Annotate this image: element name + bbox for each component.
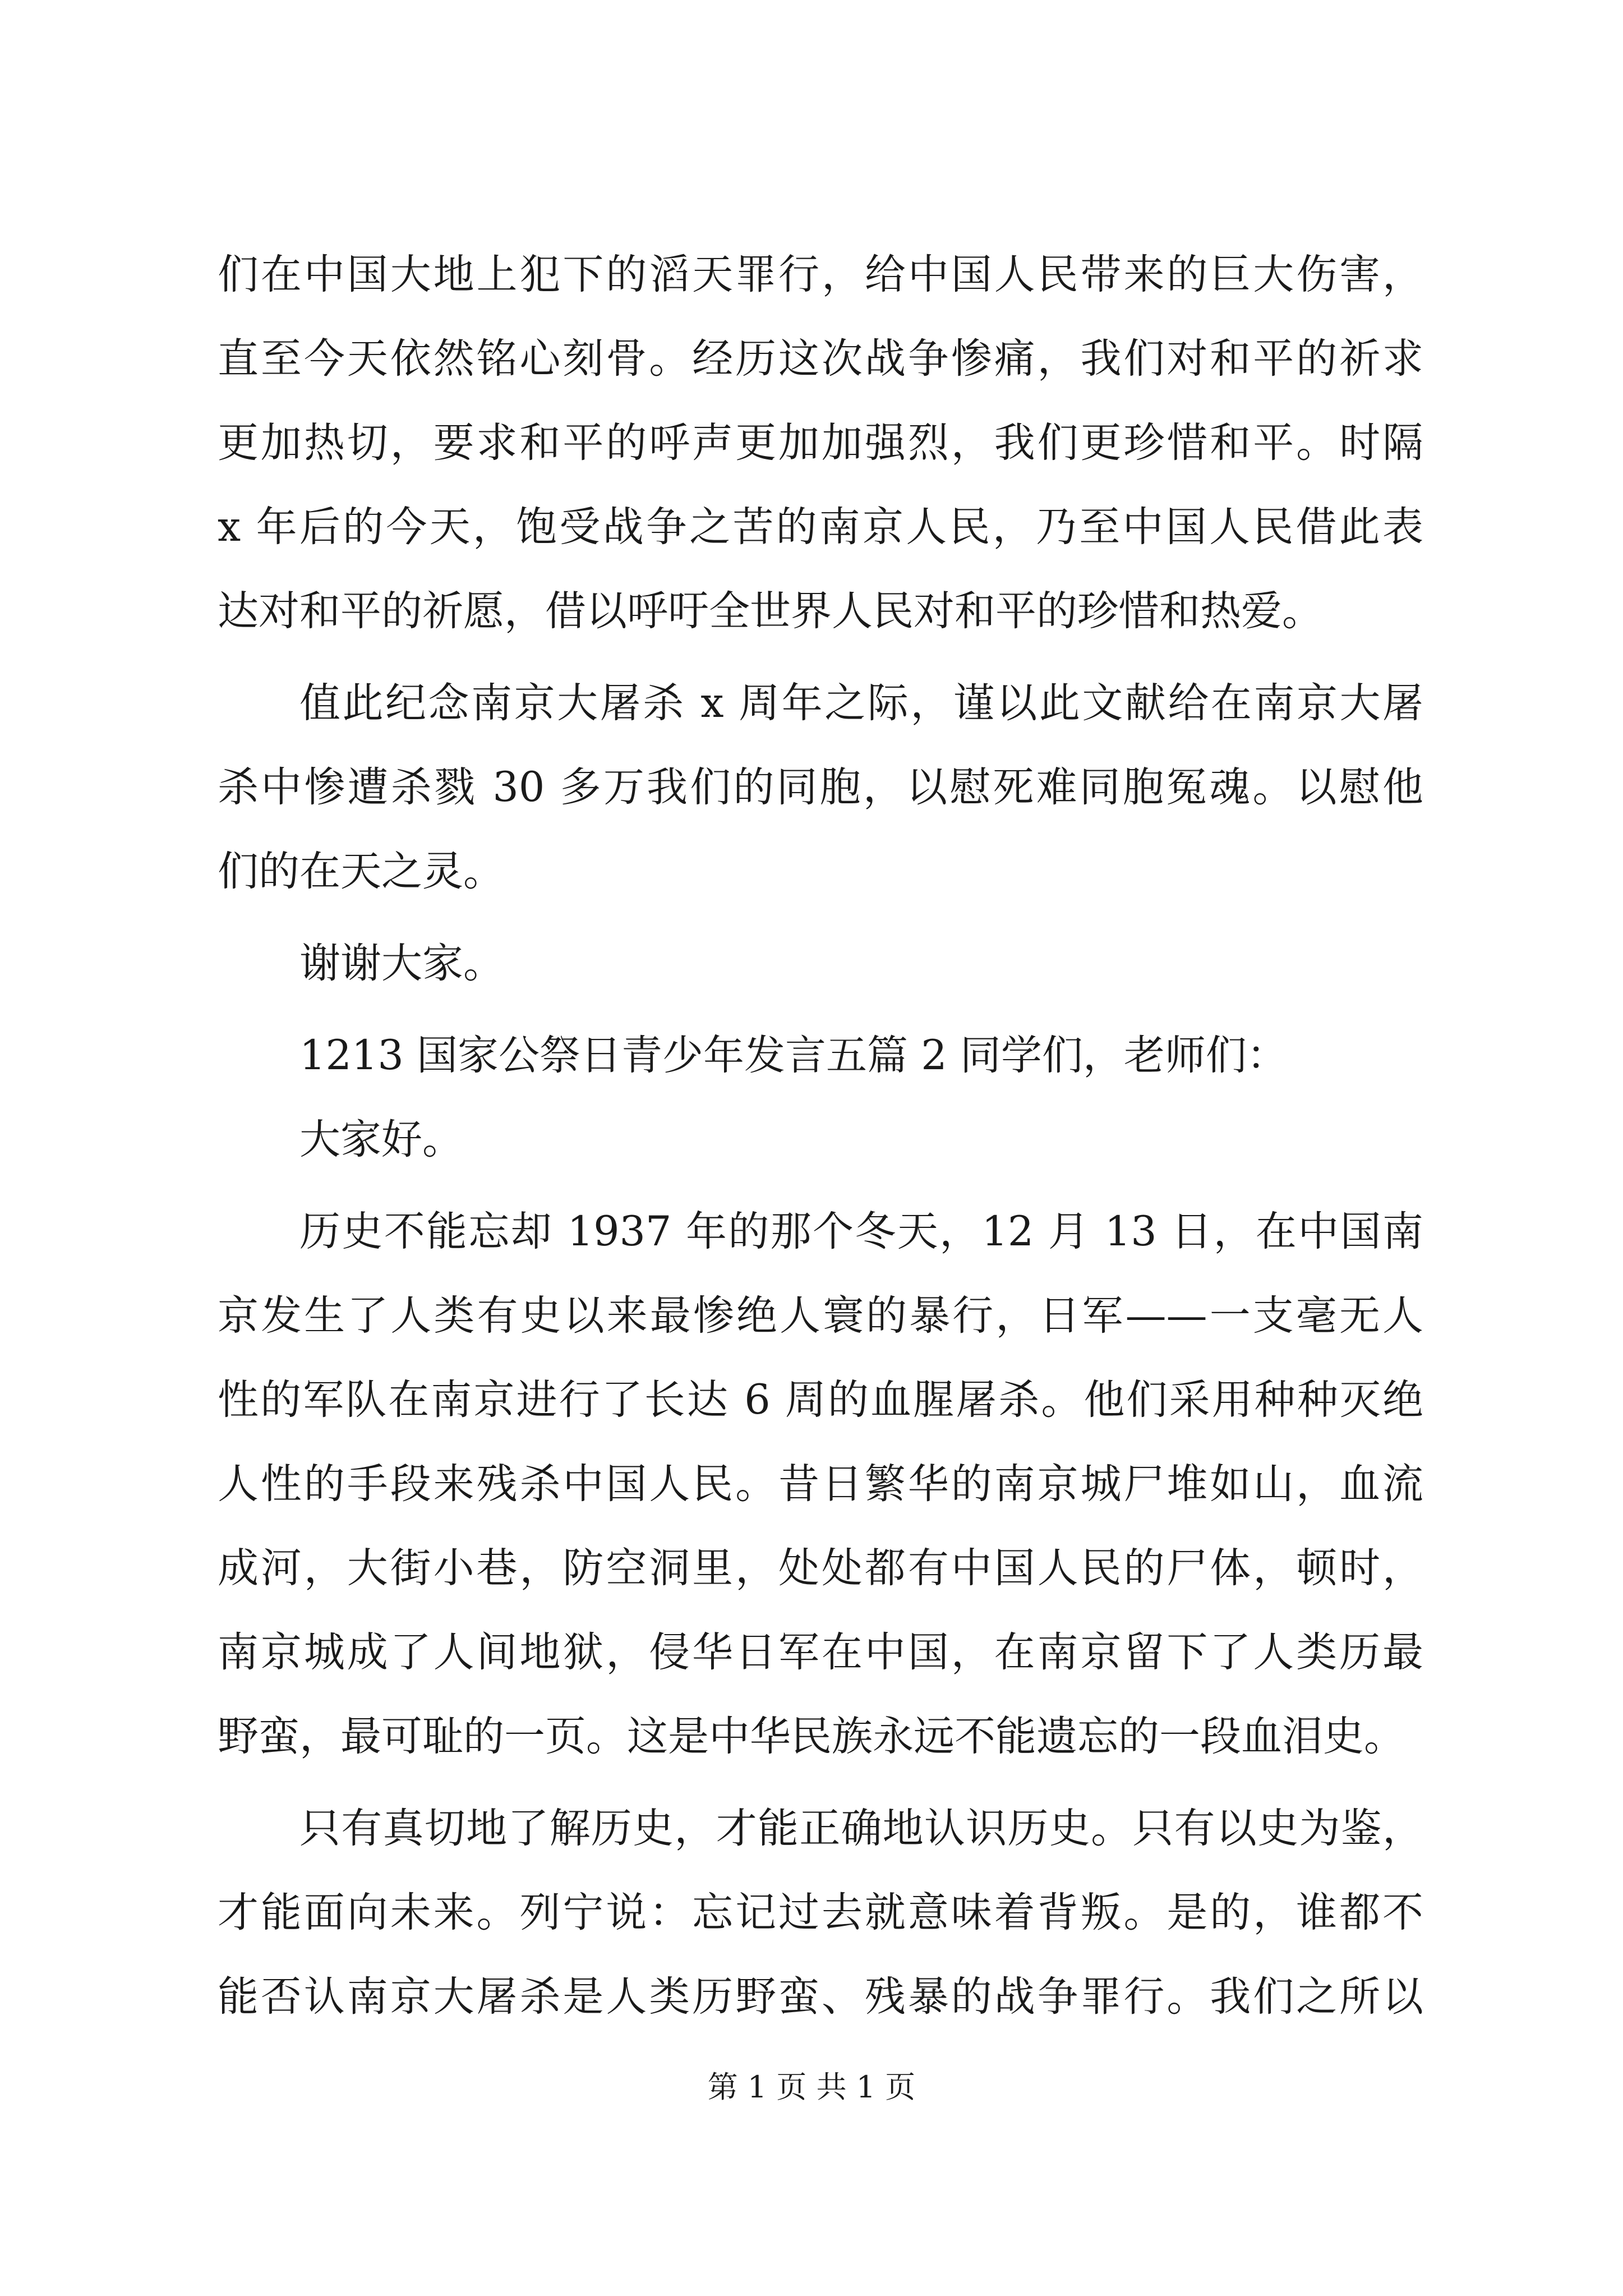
paragraph-7 [218, 1787, 1423, 2039]
paragraph-4 [218, 1014, 1423, 1098]
text-line: 直至今天依然铭心刻骨。经历这次战争惨痛，我们对和平的祈求 [218, 335, 1423, 383]
page-footer: 第 1 页 共 1 页 [707, 2069, 916, 2105]
text-line: 们的在天之灵。 [218, 848, 504, 895]
text-line: 性的军队在南京进行了长达 6 周的血腥屠杀。他们采用种种灭绝 [218, 1376, 1423, 1424]
paragraph-2 [218, 661, 1423, 914]
text-line: 杀中惨遭杀戮 30 多万我们的同胞，以慰死难同胞冤魂。以慰他 [218, 763, 1423, 811]
text-line: 只有真切地了解历史，才能正确地认识历史。只有以史为鉴， [299, 1805, 1423, 1852]
text-line: 能否认南京大屠杀是人类历野蛮、残暴的战争罪行。我们之所以 [218, 1973, 1423, 2021]
text-line: 值此纪念南京大屠杀 x 周年之际，谨以此文献给在南京大屠 [299, 679, 1423, 727]
paragraph-3 [218, 922, 1423, 1006]
paragraph-1 [218, 233, 1423, 654]
text-line: 更加热切，要求和平的呼声更加加强烈，我们更珍惜和平。时隔 [218, 419, 1423, 467]
text-line: 才能面向未来。列宁说：忘记过去就意味着背叛。是的，谁都不 [218, 1889, 1423, 1936]
text-line: 1213 国家公祭日青少年发言五篇 2 同学们，老师们： [299, 1032, 1288, 1079]
text-line: 达对和平的祈愿，借以呼吁全世界人民对和平的珍惜和热爱。 [218, 587, 1323, 635]
text-line: 历史不能忘却 1937 年的那个冬天，12 月 13 日，在中国南 [299, 1208, 1423, 1255]
text-line: 野蛮，最可耻的一页。这是中华民族永远不能遗忘的一段血泪史。 [218, 1713, 1405, 1760]
paragraph-6 [218, 1190, 1423, 1779]
text-line: 们在中国大地上犯下的滔天罪行，给中国人民带来的巨大伤害， [218, 251, 1423, 298]
text-line: x 年后的今天，饱受战争之苦的南京人民，乃至中国人民借此表 [218, 503, 1423, 551]
text-line: 大家好。 [299, 1116, 463, 1163]
text-line: 人性的手段来残杀中国人民。昔日繁华的南京城尸堆如山，血流 [218, 1460, 1423, 1508]
text-line: 京发生了人类有史以来最惨绝人寰的暴行，日军——一支毫无人 [218, 1292, 1423, 1340]
text-line: 成河，大街小巷，防空洞里，处处都有中国人民的尸体，顿时， [218, 1544, 1423, 1592]
paragraph-5 [218, 1098, 1423, 1182]
text-line: 南京城成了人间地狱，侵华日军在中国，在南京留下了人类历最 [218, 1628, 1423, 1676]
document-body [218, 233, 1423, 2039]
text-line: 谢谢大家。 [299, 940, 504, 987]
